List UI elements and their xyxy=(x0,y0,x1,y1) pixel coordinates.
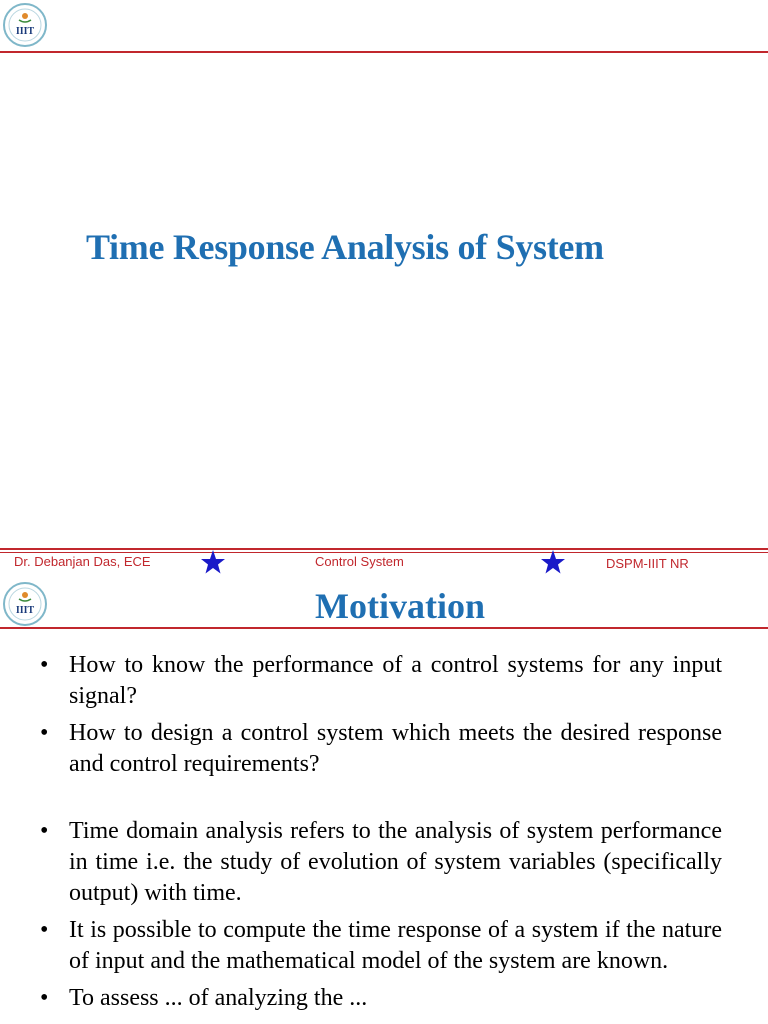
bullet-text: Time domain analysis refers to the analysis of system performance in time i.e. the study of evolution of system variables (specifically output) with time. xyxy=(69,818,722,906)
slide-title: Time Response Analysis of System xyxy=(86,227,604,267)
bullet-icon: • xyxy=(40,985,49,1011)
iiit-logo-icon xyxy=(2,2,48,48)
footer-author: Dr. Debanjan Das, ECE xyxy=(14,554,151,569)
bullet-text: To assess ... of analyzing the ... xyxy=(69,985,368,1011)
list-item xyxy=(38,650,722,712)
bullet-list xyxy=(38,650,722,1020)
bullet-icon: • xyxy=(40,818,49,844)
list-item xyxy=(38,718,722,780)
footer-rule xyxy=(0,548,768,550)
bullet-icon: • xyxy=(40,652,49,678)
bullet-text: How to design a control system which meets the desired response and control requirements? xyxy=(69,720,722,777)
footer-course: Control System xyxy=(315,554,404,569)
logo-text: IIIT xyxy=(15,605,35,616)
list-item xyxy=(38,983,722,1014)
footer-rule-thin xyxy=(0,552,768,553)
bullet-icon: • xyxy=(40,720,49,746)
list-item xyxy=(38,816,722,909)
list-item xyxy=(38,915,722,977)
bullet-icon: • xyxy=(40,917,49,943)
bullet-text: It is possible to compute the time response of a system if the nature of input and the mathematical model of the system are known. xyxy=(69,917,722,974)
header-rule xyxy=(0,627,768,629)
logo-text: IIIT xyxy=(15,26,35,37)
star-icon xyxy=(540,549,566,575)
header-rule xyxy=(0,51,768,53)
star-icon xyxy=(200,549,226,575)
footer-institute: DSPM-IIIT NR xyxy=(606,556,689,571)
slide-title: Motivation xyxy=(315,586,485,626)
bullet-text: How to know the performance of a control systems for any input signal? xyxy=(69,652,722,709)
